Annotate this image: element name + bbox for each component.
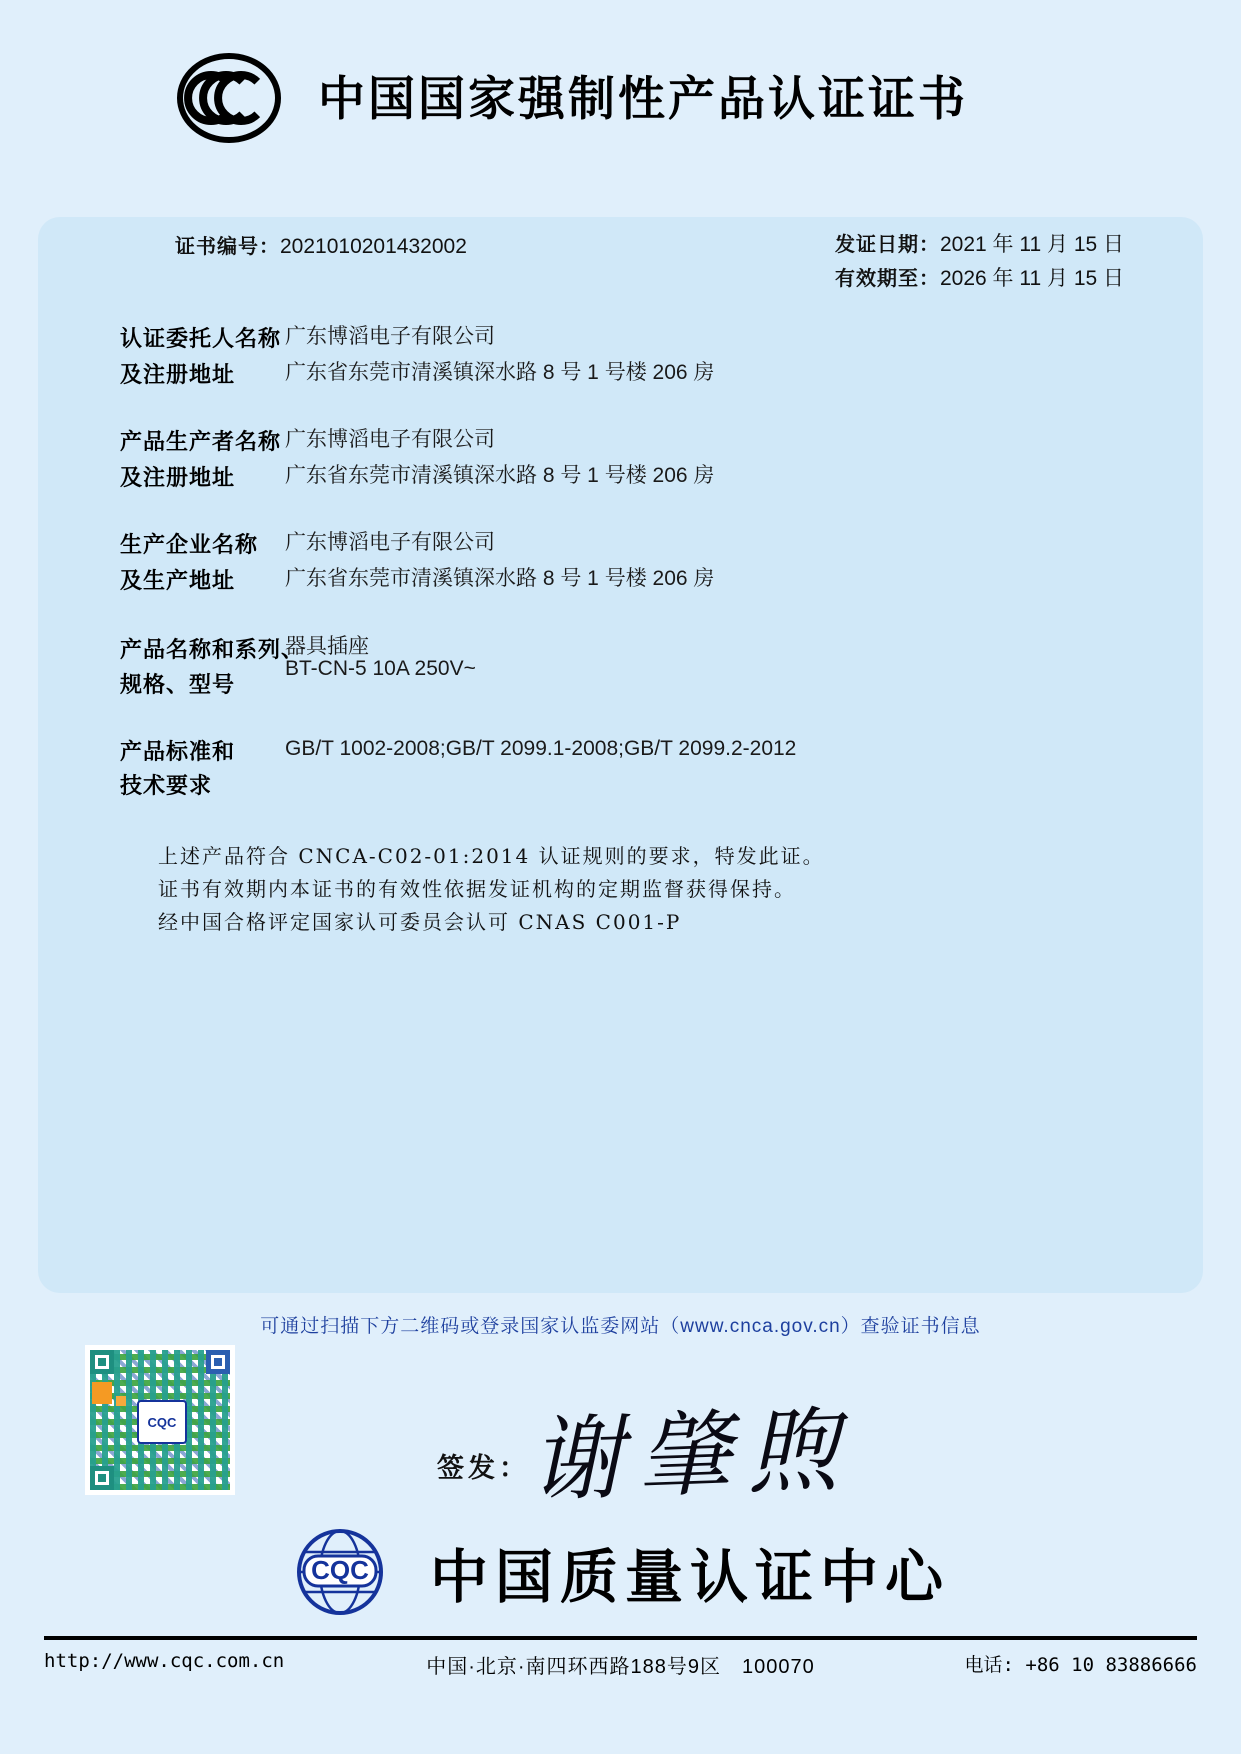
product-model-value: BT-CN-5 10A 250V~ [285,657,476,680]
producer-address-value: 广东省东莞市清溪镇深水路 8 号 1 号楼 206 房 [285,464,715,487]
issue-date-value: 2021 年 11 月 15 日 [940,233,1125,256]
qr-code [85,1345,235,1495]
manufacturer-name-label: 生产企业名称 [120,532,259,557]
manufacturer-address-label: 及生产地址 [120,568,236,593]
statement-validity: 证书有效期内本证书的有效性依据发证机构的定期监督获得保持。 [158,877,796,901]
technical-requirement-label: 技术要求 [120,773,213,798]
applicant-address-label: 及注册地址 [120,362,236,387]
footer-address: 中国·北京·南四环西路188号9区 100070 [426,1656,815,1678]
signed-by-label: 签发： [437,1453,530,1483]
certificate-number-label: 证书编号： [175,234,280,258]
applicant-name-value: 广东博滔电子有限公司 [285,325,495,348]
certificate-panel [38,217,1203,1293]
issue-date-label: 发证日期： [835,232,940,256]
expiry-date-label: 有效期至： [835,266,940,290]
qr-pattern [90,1350,230,1490]
verification-note: 可通过扫描下方二维码或登录国家认监委网站（www.cnca.gov.cn）查验证书信息 [260,1316,981,1337]
footer-divider [44,1636,1197,1640]
qr-orange-block [92,1382,112,1404]
product-model-label: 规格、型号 [120,672,236,697]
expiry-date-value: 2026 年 11 月 15 日 [940,267,1125,290]
ccc-mark-icon [176,52,282,144]
producer-name-value: 广东博滔电子有限公司 [285,428,495,451]
statement-accreditation: 经中国合格评定国家认可委员会认可 CNAS C001-P [158,910,682,934]
qr-finder-icon [90,1350,114,1374]
product-name-value: 器具插座 [285,635,369,658]
issuer-name: 中国质量认证中心 [430,1545,951,1610]
standard-value: GB/T 1002-2008;GB/T 2099.1-2008;GB/T 2099.2-2012 [285,737,797,760]
statement-compliance: 上述产品符合 CNCA-C02-01:2014 认证规则的要求，特发此证。 [158,844,825,868]
footer-website: http://www.cqc.com.cn [44,1650,285,1672]
certificate-number-line [175,230,467,259]
manufacturer-name-value: 广东博滔电子有限公司 [285,531,495,554]
issue-date-line [835,228,1124,258]
signature-handwriting: 谢肇煦 [528,1396,857,1515]
qr-finder-icon [90,1466,114,1490]
expiry-date-line [835,262,1124,292]
applicant-address-value: 广东省东莞市清溪镇深水路 8 号 1 号楼 206 房 [285,361,715,384]
qr-center-cqc-logo: CQC [137,1400,187,1444]
standard-label: 产品标准和 [120,739,236,764]
product-name-label: 产品名称和系列、 [120,637,305,662]
cqc-logo-text: CQC [311,1555,369,1585]
cqc-globe-icon [296,1528,384,1616]
qr-finder-icon [206,1350,230,1374]
page-title: 中国国家强制性产品认证证书 [318,72,968,125]
footer-phone: 电话: +86 10 83886666 [964,1654,1197,1676]
producer-address-label: 及注册地址 [120,465,236,490]
manufacturer-address-value: 广东省东莞市清溪镇深水路 8 号 1 号楼 206 房 [285,567,715,590]
producer-name-label: 产品生产者名称 [120,429,282,454]
applicant-name-label: 认证委托人名称 [120,326,282,351]
certificate-number-value: 2021010201432002 [280,235,467,258]
qr-orange-block [116,1396,126,1406]
